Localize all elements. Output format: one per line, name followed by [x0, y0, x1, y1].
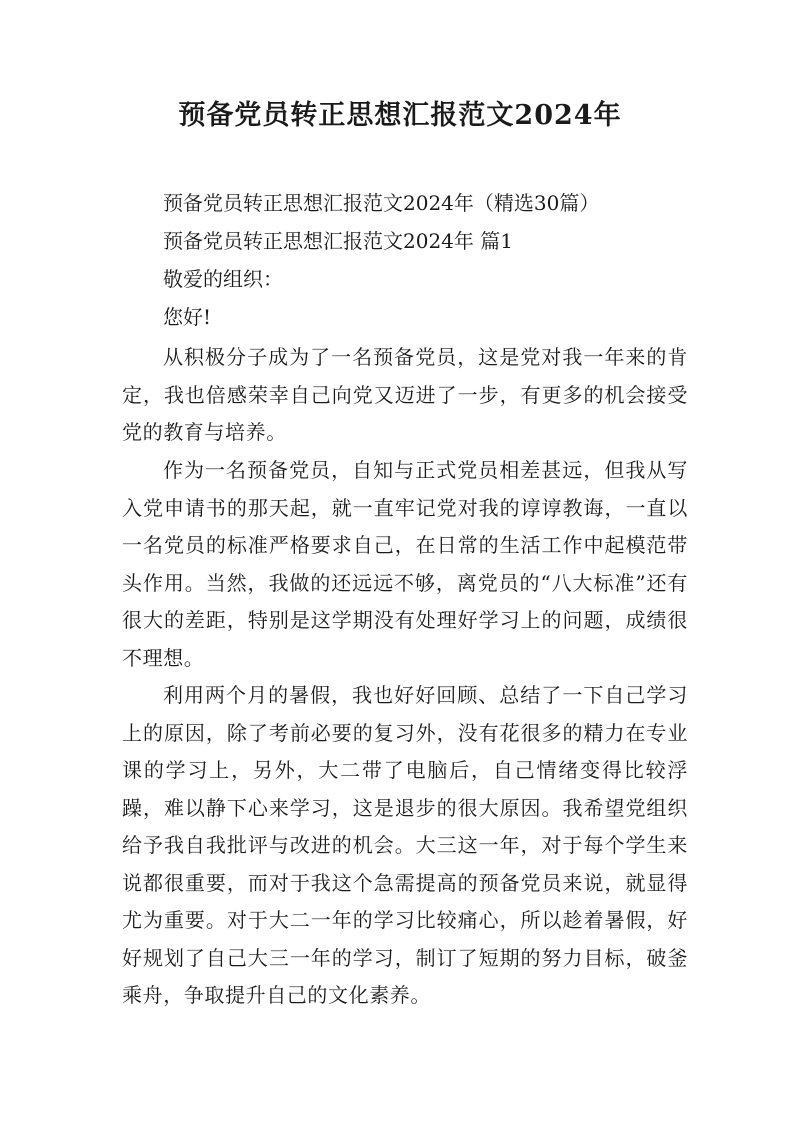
- document-title: 预备党员转正思想汇报范文2024年: [178, 100, 622, 131]
- document-subtitle: 预备党员转正思想汇报范文2024年（精选30篇）: [163, 191, 600, 215]
- section-heading: 预备党员转正思想汇报范文2024年 篇1: [163, 229, 513, 253]
- paragraph-3: 利用两个月的暑假，我也好好回顾、总结了一下自己学习上的原因，除了考前必要的复习外，没有花很多的精力在专业课的学习上，另外，大二带了电脑后，自己情绪变得比较浮躁，难以静下心来学习，这是退步的很大原因。我希望党组织给予我自我批评与改进的机会。大三这一年，对于每个学生来说都很重要，而对于我这个急需提高的预备党员来说，就显得尤为重要。对于大二一年的学习比较痛心，所以趁着暑假，好好规划了自己大三一年的学习，制订了短期的努力目标，破釜乘舟，争取提升自己的文化素养。: [122, 683, 688, 1007]
- greeting: 您好!: [163, 305, 212, 329]
- salutation: 敬爱的组织：: [163, 267, 283, 291]
- paragraph-2: 作为一名预备党员，自知与正式党员相差甚远，但我从写入党申请书的那天起，就一直牢记党对我的谆谆教诲，一直以一名党员的标准严格要求自己，在日常的生活工作中起模范带头作用。当然，我做的还远远不够，离党员的“八大标准”还有很大的差距，特别是这学期没有处理好学习上的问题，成绩很不理想。: [122, 458, 688, 670]
- paragraph-1: 从积极分子成为了一名预备党员，这是党对我一年来的肯定，我也倍感荣幸自己向党又迈进了一步，有更多的机会接受党的教育与培养。: [122, 345, 688, 444]
